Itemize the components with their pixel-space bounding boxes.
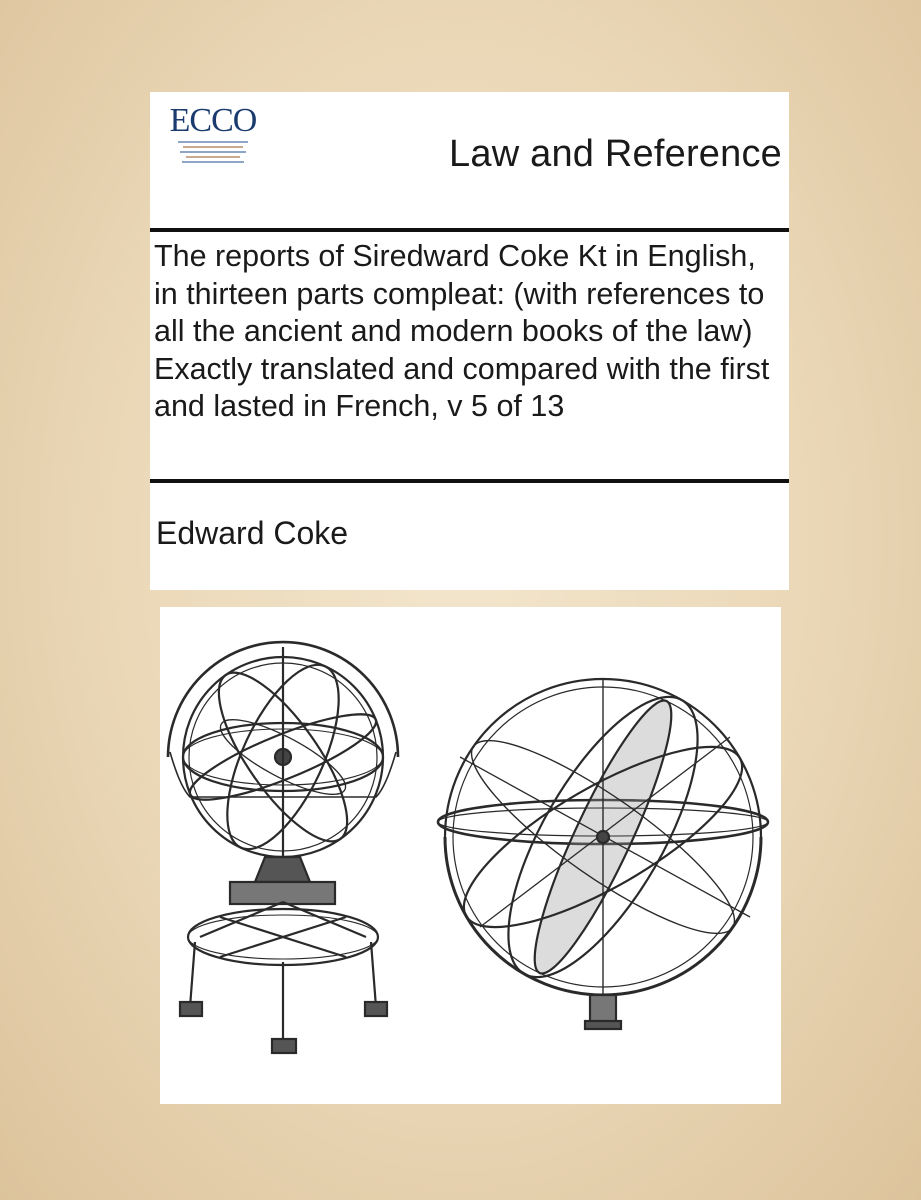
book-author: Edward Coke xyxy=(156,515,349,551)
right-sphere-icon xyxy=(438,670,768,1029)
left-sphere-icon xyxy=(168,642,398,1053)
book-title: The reports of Siredward Coke Kt in English, in thirteen parts compleat: (with references to all the ancient and modern books of the law) Exactly translated and compared with the first and lasted in French, v 5 of 13 xyxy=(154,239,770,423)
series-label: Law and Reference xyxy=(449,133,782,175)
divider-top xyxy=(150,228,789,232)
armillary-spheres-drawing xyxy=(160,607,781,1104)
ecco-logo-mark: ECCO xyxy=(169,102,257,139)
ecco-logo xyxy=(163,104,263,214)
ecco-logo-lines xyxy=(163,141,263,163)
armillary-spheres-illustration xyxy=(160,607,781,1104)
divider-bottom xyxy=(150,479,789,483)
